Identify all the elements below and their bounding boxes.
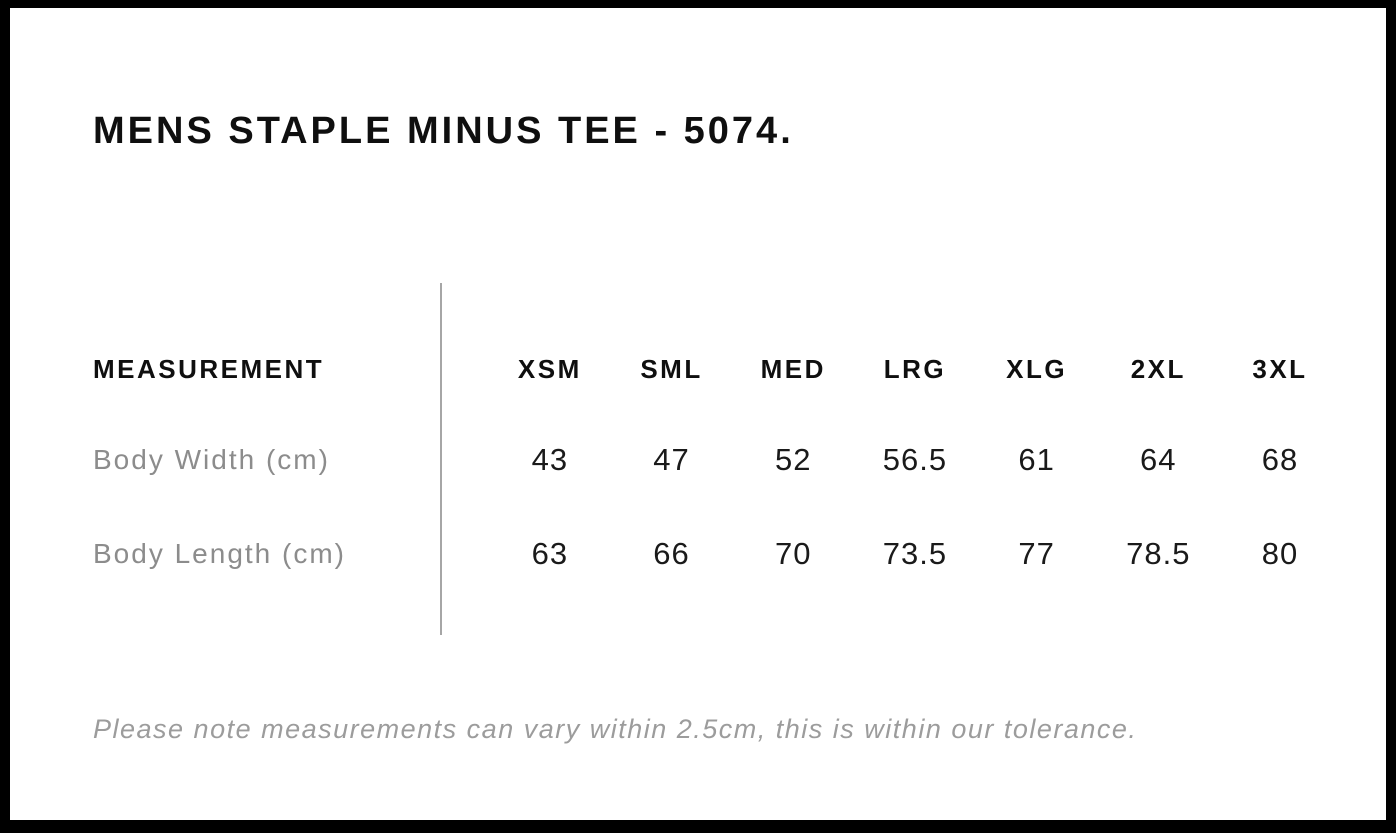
body-width-value-med: 52 (774, 442, 812, 477)
table-row-body-length (93, 538, 1341, 570)
column-header-med: MED (760, 354, 826, 384)
body-length-value-3xl: 80 (1261, 536, 1299, 571)
column-header-xlg: XLG (1006, 354, 1068, 384)
body-length-value-med: 70 (774, 536, 812, 571)
row-label-body-width: Body Width (cm) (93, 444, 330, 475)
column-header-2xl: 2XL (1130, 354, 1186, 384)
table-row-body-width (93, 444, 1341, 476)
body-length-value-xsm: 63 (531, 536, 569, 571)
page-title: MENS STAPLE MINUS TEE - 5074. (93, 110, 794, 152)
column-header-measurement: MEASUREMENT (93, 354, 325, 384)
body-width-value-sml: 47 (653, 442, 690, 477)
row-label-body-length: Body Length (cm) (93, 538, 346, 569)
body-length-value-xlg: 77 (1018, 536, 1055, 571)
body-length-value-lrg: 73.5 (882, 536, 948, 571)
column-header-3xl: 3XL (1252, 354, 1308, 384)
table-header-row (93, 356, 1341, 382)
column-header-sml: SML (640, 354, 703, 384)
column-header-lrg: LRG (883, 354, 947, 384)
body-width-value-xlg: 61 (1018, 442, 1055, 477)
body-width-value-lrg: 56.5 (882, 442, 948, 477)
tolerance-note: Please note measurements can vary within 2.5cm, this is within our tolerance. (93, 714, 1138, 744)
body-width-value-xsm: 43 (531, 442, 569, 477)
body-width-value-3xl: 68 (1261, 442, 1299, 477)
body-length-value-2xl: 78.5 (1126, 536, 1191, 571)
body-width-value-2xl: 64 (1140, 442, 1177, 477)
body-length-value-sml: 66 (653, 536, 690, 571)
column-header-xsm: XSM (517, 354, 582, 384)
